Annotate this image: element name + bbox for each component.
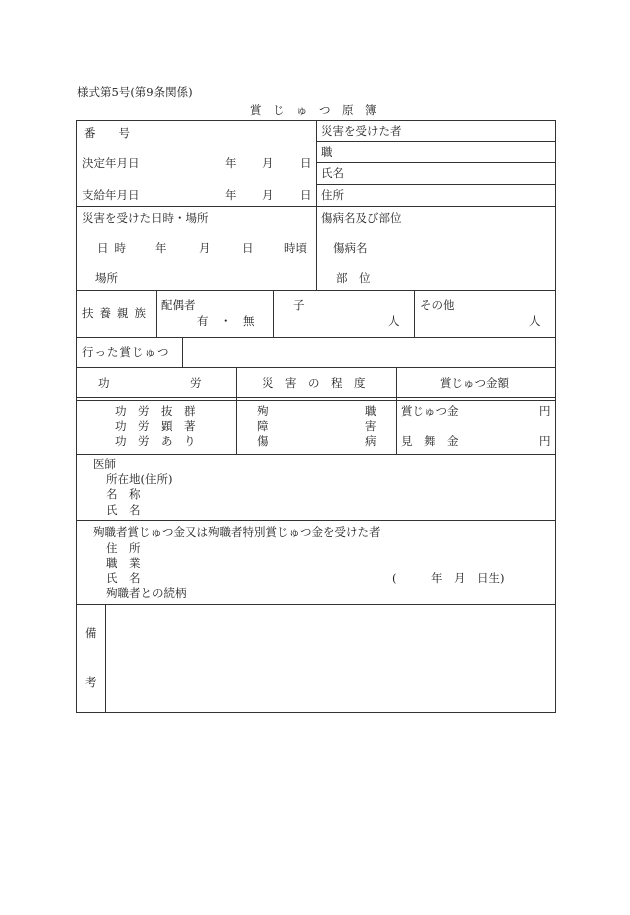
other-unit: 人 xyxy=(529,314,541,328)
award-label: 行った賞じゅつ xyxy=(82,345,170,359)
spouse-label: 配偶者 xyxy=(161,298,196,312)
decision-date-label: 決定年月日 xyxy=(82,156,140,170)
degree-row-1-right: 職 xyxy=(365,404,377,418)
incident-year: 年 xyxy=(155,241,167,255)
form-number: 様式第5号(第9条関係) xyxy=(77,85,193,99)
merit-row-3: 功 労 あ り xyxy=(115,434,196,448)
payment-date-label: 支給年月日 xyxy=(82,188,140,202)
children-unit: 人 xyxy=(388,314,400,328)
recipient-relation-label: 殉職者との続柄 xyxy=(106,586,187,600)
dependents-divider-2 xyxy=(273,290,274,337)
merit-header-line-b xyxy=(76,400,556,401)
frame-bottom-line xyxy=(76,712,556,713)
injury-heading: 傷病名及び部位 xyxy=(321,211,402,225)
doctor-title-label: 名 称 xyxy=(106,487,141,501)
amount-row-1-unit: 円 xyxy=(539,404,551,418)
recipient-address-label: 住 所 xyxy=(106,541,141,555)
recipient-name-label: 氏 名 xyxy=(106,571,141,585)
amount-row-2-label: 見 舞 金 xyxy=(401,434,459,448)
award-divider xyxy=(182,337,183,367)
doctor-location-label: 所在地(住所) xyxy=(106,472,173,486)
remarks-divider xyxy=(105,604,106,712)
top-divider-line xyxy=(316,120,317,290)
payment-month: 月 xyxy=(262,188,274,202)
degree-row-3-left: 傷 xyxy=(257,434,269,448)
remarks-char-2: 考 xyxy=(85,675,97,689)
recipient-heading: 殉職者賞じゅつ金又は殉職者特別賞じゅつ金を受けた者 xyxy=(93,525,381,539)
section-line-3 xyxy=(76,337,556,338)
dependents-divider-3 xyxy=(414,290,415,337)
degree-row-2-right: 害 xyxy=(365,419,377,433)
occupation-label: 職 xyxy=(321,145,333,159)
merit-row-1: 功 労 抜 群 xyxy=(115,404,196,418)
doctor-heading: 医師 xyxy=(93,457,116,471)
injury-part-label: 部 位 xyxy=(336,271,371,285)
section-line-6 xyxy=(76,520,556,521)
degree-row-3-right: 病 xyxy=(365,434,377,448)
address-label: 住所 xyxy=(321,188,344,202)
amount-row-2-unit: 円 xyxy=(539,434,551,448)
victim-label: 災害を受けた者 xyxy=(321,124,402,138)
payment-day: 日 xyxy=(300,188,312,202)
merit-row-2: 功 労 顕 著 xyxy=(115,419,196,433)
incident-day: 日 xyxy=(242,241,254,255)
right-row-line-1 xyxy=(316,141,556,142)
children-label: 子 xyxy=(293,298,305,312)
merit-divider-1 xyxy=(236,367,237,454)
frame-right-line xyxy=(555,120,556,713)
incident-time: 時頃 xyxy=(284,241,307,255)
degree-header: 災 害 の 程 度 xyxy=(262,376,366,390)
right-row-line-2 xyxy=(316,162,556,163)
dependents-label: 扶養親族 xyxy=(82,306,152,320)
remarks-char-1: 備 xyxy=(85,626,97,640)
frame-left-line xyxy=(76,120,77,713)
injury-name-label: 傷病名 xyxy=(333,241,368,255)
name-label: 氏名 xyxy=(321,166,344,180)
decision-month: 月 xyxy=(262,156,274,170)
merit-divider-2 xyxy=(396,367,397,454)
incident-heading: 災害を受けた日時・場所 xyxy=(82,211,209,225)
doctor-name-label: 氏 名 xyxy=(106,503,141,517)
dependents-divider-1 xyxy=(156,290,157,337)
section-line-5 xyxy=(76,454,556,455)
right-row-line-3 xyxy=(316,184,556,185)
recipient-birth-label: ( 年 月 日生) xyxy=(392,571,505,585)
decision-day: 日 xyxy=(300,156,312,170)
incident-month: 月 xyxy=(199,241,211,255)
merit-header: 功 労 xyxy=(98,376,202,390)
degree-row-2-left: 障 xyxy=(257,419,269,433)
degree-row-1-left: 殉 xyxy=(257,404,269,418)
incident-datetime-label: 日時 xyxy=(97,241,132,255)
section-line-7 xyxy=(76,604,556,605)
payment-year: 年 xyxy=(225,188,237,202)
number-label: 番 号 xyxy=(84,126,130,140)
section-line-1 xyxy=(76,206,556,207)
section-line-4 xyxy=(76,367,556,368)
merit-header-line-a xyxy=(76,397,556,398)
other-label: その他 xyxy=(420,298,455,312)
incident-place-label: 場所 xyxy=(95,271,118,285)
form-title: 賞 じ ゅ つ 原 簿 xyxy=(250,103,377,117)
section-line-2 xyxy=(76,290,556,291)
amount-header: 賞じゅつ金額 xyxy=(440,376,509,390)
recipient-occupation-label: 職 業 xyxy=(106,556,141,570)
spouse-options: 有 ・ 無 xyxy=(197,314,255,328)
amount-row-1-label: 賞じゅつ金 xyxy=(401,404,459,418)
decision-year: 年 xyxy=(225,156,237,170)
